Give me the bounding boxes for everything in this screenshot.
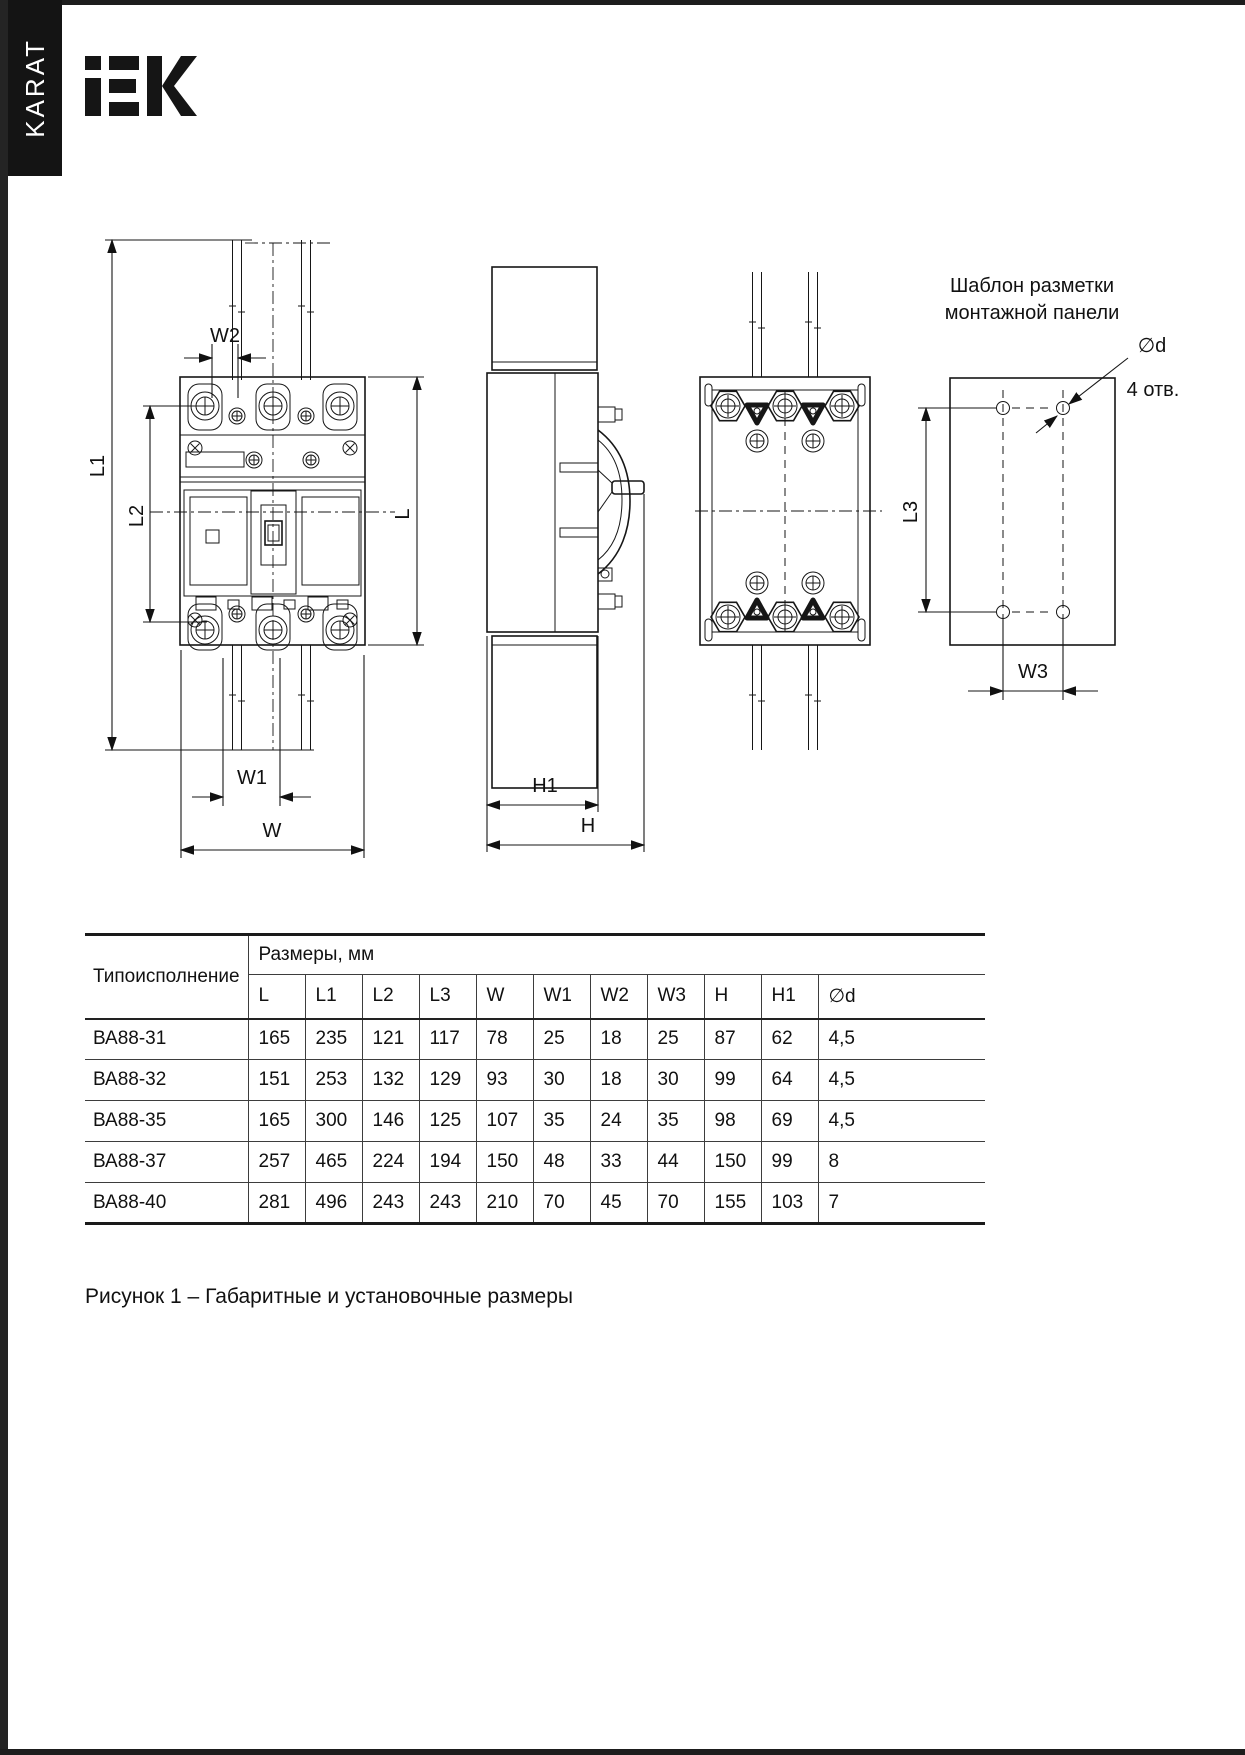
scan-border-top	[0, 0, 1245, 5]
col-header-h: H	[704, 975, 761, 1019]
col-header-w1: W1	[533, 975, 590, 1019]
cell: 35	[533, 1101, 590, 1142]
cell: 4,5	[818, 1060, 985, 1101]
dim-label-h: H	[580, 815, 596, 837]
row-type: ВА88-31	[85, 1019, 248, 1060]
cell: 253	[305, 1060, 362, 1101]
scan-border-bottom	[0, 1749, 1245, 1755]
iek-logo-icon	[85, 56, 197, 116]
col-header-w3: W3	[647, 975, 704, 1019]
table-row	[85, 1183, 985, 1224]
cell: 150	[704, 1142, 761, 1183]
cell: 30	[647, 1060, 704, 1101]
row-type: ВА88-37	[85, 1142, 248, 1183]
rear-view	[695, 272, 882, 750]
holes-count-label: 4 отв.	[1126, 379, 1180, 401]
template-title-line2: монтажной панели	[944, 302, 1120, 324]
cell: 121	[362, 1019, 419, 1060]
cell: 7	[828, 1191, 840, 1213]
figure-caption: Рисунок 1 – Габаритные и установочные размеры	[85, 1285, 573, 1308]
row-type: ВА88-32	[85, 1060, 248, 1101]
table-row	[85, 1142, 985, 1183]
cell: 300	[305, 1101, 362, 1142]
cell: 8	[818, 1142, 985, 1183]
cell: 35	[647, 1101, 704, 1142]
cell: 69	[761, 1101, 818, 1142]
cell: 93	[476, 1060, 533, 1101]
cell: 25	[533, 1019, 590, 1060]
cell: 165	[248, 1101, 305, 1142]
figure-drawings	[70, 225, 1210, 875]
row-type: ВА88-40	[85, 1183, 248, 1224]
mounting-template	[900, 275, 1179, 700]
cell: 18	[590, 1060, 647, 1101]
karat-label: KARAT	[19, 38, 50, 138]
cell: 64	[761, 1060, 818, 1101]
col-header-w: W	[476, 975, 533, 1019]
cell: 257	[248, 1142, 305, 1183]
cell: 70	[533, 1183, 590, 1224]
cell: 165	[248, 1019, 305, 1060]
cell: 44	[647, 1142, 704, 1183]
cell: 155	[704, 1183, 761, 1224]
row-type: ВА88-35	[85, 1101, 248, 1142]
dimensions-table	[85, 933, 985, 1225]
cell: 107	[476, 1101, 533, 1142]
table-header-type: Типоисполнение	[85, 935, 248, 1019]
col-header-l: L	[248, 975, 305, 1019]
cell: 496	[305, 1183, 362, 1224]
cell: 18	[590, 1019, 647, 1060]
table-row	[85, 1060, 985, 1101]
dim-label-w3: W3	[1018, 661, 1048, 683]
dim-label-h1: H1	[532, 775, 558, 797]
dim-label-w2: W2	[210, 325, 240, 347]
cell: 146	[362, 1101, 419, 1142]
cell: 235	[305, 1019, 362, 1060]
cell: 99	[761, 1142, 818, 1183]
cell: 243	[419, 1183, 476, 1224]
cell: 25	[647, 1019, 704, 1060]
cell: 24	[590, 1101, 647, 1142]
dim-label-w1: W1	[237, 767, 267, 789]
front-view	[87, 240, 424, 858]
dim-label-w: W	[262, 820, 282, 842]
cell: 194	[419, 1142, 476, 1183]
table-row	[85, 1019, 985, 1060]
cell: 78	[476, 1019, 533, 1060]
dim-label-hole-diameter: ∅d	[1137, 335, 1167, 357]
template-title-line1: Шаблон разметки	[949, 275, 1115, 297]
cell: 103	[761, 1183, 818, 1224]
cell: 48	[533, 1142, 590, 1183]
cell: 87	[704, 1019, 761, 1060]
col-header-l1: L1	[305, 975, 362, 1019]
dim-label-l: L	[392, 508, 414, 520]
cell: 151	[248, 1060, 305, 1101]
cell: 465	[305, 1142, 362, 1183]
table-header-dimensions-group: Размеры, мм	[248, 935, 985, 975]
col-header-h1: H1	[761, 975, 818, 1019]
cell: 125	[419, 1101, 476, 1142]
table-row	[85, 1101, 985, 1142]
dim-label-l1: L1	[87, 454, 109, 478]
cell: 150	[476, 1142, 533, 1183]
col-header-w2: W2	[590, 975, 647, 1019]
dim-label-l3: L3	[900, 500, 922, 524]
cell: 70	[647, 1183, 704, 1224]
cell: 210	[476, 1183, 533, 1224]
cell: 4,5	[818, 1101, 985, 1142]
karat-series-tab	[8, 0, 62, 176]
cell: 4,5	[818, 1019, 985, 1060]
scan-border-left	[0, 0, 8, 1755]
cell: 132	[362, 1060, 419, 1101]
cell: 224	[362, 1142, 419, 1183]
cell: 62	[761, 1019, 818, 1060]
cell: 45	[590, 1183, 647, 1224]
cell: 129	[419, 1060, 476, 1101]
col-header-l2: L2	[362, 975, 419, 1019]
col-header-l3: L3	[419, 975, 476, 1019]
cell: 30	[533, 1060, 590, 1101]
cell: 117	[419, 1019, 476, 1060]
side-view	[487, 267, 644, 852]
col-header-diameter: ∅d	[818, 975, 985, 1019]
cell: 33	[590, 1142, 647, 1183]
cell: 99	[704, 1060, 761, 1101]
cell: 243	[362, 1183, 419, 1224]
dim-label-l2: L2	[126, 504, 148, 528]
cell: 281	[248, 1183, 305, 1224]
cell: 98	[704, 1101, 761, 1142]
